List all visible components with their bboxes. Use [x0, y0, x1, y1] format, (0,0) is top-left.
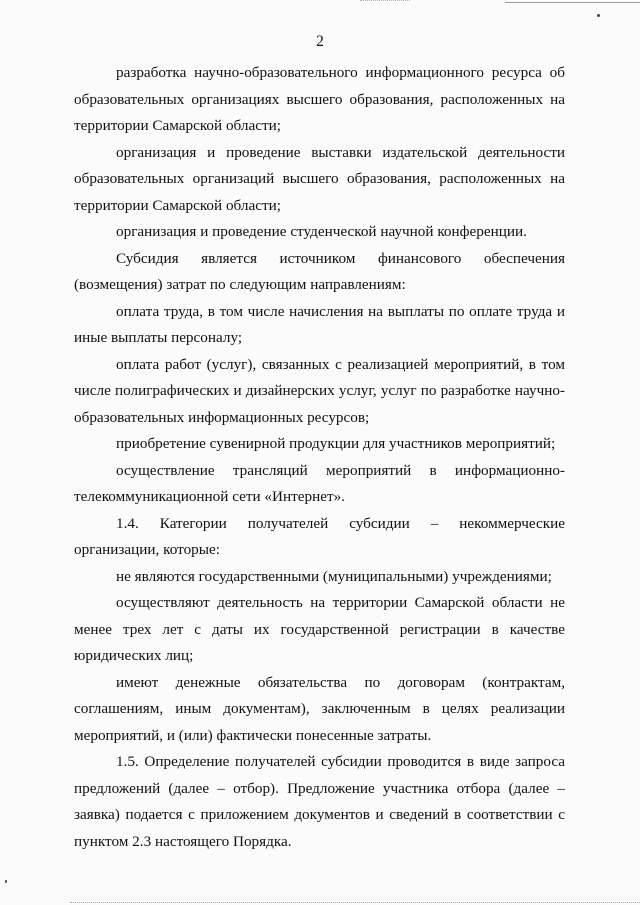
paragraph: разработка научно-образовательного информационного ресурса об образовательных организациях высшего образования, расположенных на территории Самарской области;: [74, 64, 565, 134]
section-paragraph: 1.4. Категории получателей субсидии – некоммерческие организации, которые:: [74, 514, 565, 558]
paragraph: организация и проведение выставки издательской деятельности образовательных организаций высшего образования, расположенных на территории Самарской области;: [74, 143, 565, 214]
paragraph: осуществляют деятельность на территории Самарской области не менее трех лет с даты их государственной регистрации в качестве юридических лиц;: [74, 594, 565, 664]
paragraph: имеют денежные обязательства по договорам (контрактам, соглашениям, иным документам), заключенным в целях реализации мероприятий, и (или) фактически понесенные затраты.: [74, 673, 565, 744]
scan-speck: [5, 880, 7, 883]
paragraph: осуществление трансляций мероприятий в информационно-телекоммуникационной сети «Интернет».: [74, 461, 565, 505]
paragraph: организация и проведение студенческой научной конференции.: [116, 223, 527, 240]
scan-edge-line: [505, 2, 640, 3]
section-paragraph: 1.5. Определение получателей субсидии проводится в виде запроса предложений (далее – отбор). Предложение участника отбора (далее – заявка) подается с приложением документов и сведений в соответствии с пунктом 2.3 настоящего Порядка.: [74, 753, 565, 850]
paragraph: оплата работ (услуг), связанных с реализацией мероприятий, в том числе полиграфических и дизайнерских услуг, услуг по разработке научно-образовательных информационных ресурсов;: [74, 355, 565, 426]
paragraph: не являются государственными (муниципальными) учреждениями;: [116, 567, 552, 585]
scan-edge-mark: [360, 0, 410, 1]
scan-speck: [597, 14, 600, 17]
page-number: 2: [316, 33, 324, 50]
paragraph: Субсидия является источником финансового обеспечения (возмещения) затрат по следующим направлениям:: [74, 249, 565, 293]
document-body: [74, 60, 565, 855]
paragraph: приобретение сувенирной продукции для участников мероприятий;: [116, 435, 556, 452]
paragraph: оплата труда, в том числе начисления на выплаты по оплате труда и иные выплаты персоналу;: [74, 302, 565, 346]
scan-edge-line: [70, 902, 640, 903]
